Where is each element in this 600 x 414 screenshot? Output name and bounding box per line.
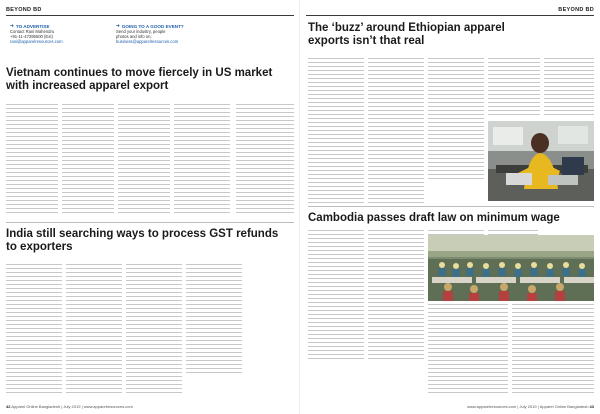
issue-date: July 2019 [63, 404, 81, 409]
website-link[interactable]: www.apparelresources.com [83, 404, 133, 409]
advertise-box [6, 20, 92, 62]
page-footer: www.apparelresources.com | July 2019 | Apparel Online Bangladesh 43 [467, 404, 594, 409]
body-column [6, 264, 62, 396]
article-headline: Vietnam continues to move fiercely in US market with increased apparel export [6, 67, 273, 93]
article-divider [6, 222, 294, 223]
event-email-link[interactable]: business@apparelresources.com [116, 39, 179, 45]
event-line-2: photos and info on: [116, 34, 152, 40]
advertise-contact-line: Contact Rani Mahendru [10, 29, 55, 34]
article-headline: India still searching ways to process GST refunds to exporters [6, 228, 279, 254]
body-column [368, 58, 424, 204]
right-page [300, 0, 600, 414]
body-column [118, 104, 170, 216]
cambodian-factory-floor-photo [428, 235, 594, 301]
arrow-icon: ➜ [116, 23, 120, 28]
body-column [66, 264, 122, 396]
page-number: 42 [6, 404, 11, 409]
advertise-title: ➜ TO ADVERTISE [10, 23, 50, 29]
article-divider [308, 206, 594, 207]
publication-name: Apparel Online Bangladesh [11, 404, 61, 409]
body-column [236, 104, 294, 216]
website-link[interactable]: www.apparelresources.com [467, 404, 517, 409]
body-column [308, 230, 364, 360]
body-column [544, 58, 594, 118]
body-column [186, 264, 242, 374]
body-column [174, 104, 230, 216]
article-headline: Cambodia passes draft law on minimum wage [308, 212, 560, 224]
event-line-1: Send your industry, people [116, 29, 166, 34]
section-label: BEYOND BD [6, 7, 42, 13]
body-column [488, 58, 540, 118]
body-column [428, 58, 484, 182]
page-number: 43 [589, 404, 594, 409]
section-label: BEYOND BD [558, 7, 594, 13]
arrow-icon: ➜ [10, 23, 14, 28]
body-column [6, 104, 58, 216]
body-column [126, 264, 182, 396]
body-column [512, 304, 594, 394]
event-title: ➜ GOING TO A GOOD EVENT? [116, 23, 184, 29]
advertise-email-link[interactable]: rani@apparelresources.com [10, 39, 63, 45]
body-column [428, 304, 508, 394]
page-footer: 42 Apparel Online Bangladesh | July 2019 | www.apparelresources.com [6, 404, 133, 409]
event-box [112, 20, 204, 62]
body-column [62, 104, 114, 216]
issue-date: July 2019 [519, 404, 537, 409]
article-headline: The ‘buzz’ around Ethiopian apparel exports isn’t that real [308, 22, 505, 48]
advertise-phone-line: +91-11-47395500 (Ext) [10, 34, 53, 40]
section-rule [6, 15, 294, 16]
publication-name: Apparel Online Bangladesh [539, 404, 589, 409]
body-column [308, 58, 364, 204]
section-rule [306, 15, 594, 16]
ethiopian-garment-worker-photo [488, 121, 594, 201]
body-column [368, 230, 424, 360]
